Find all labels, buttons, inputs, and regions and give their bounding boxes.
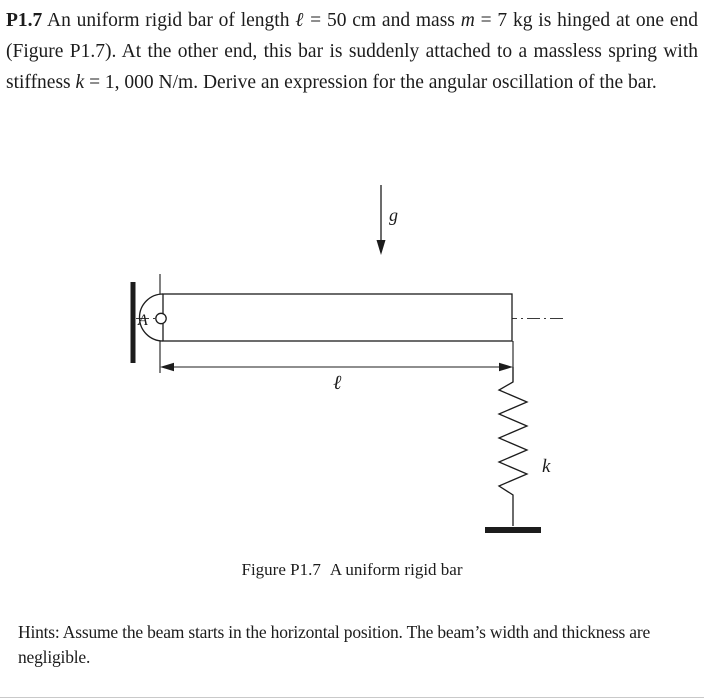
figure-caption (0, 560, 704, 580)
problem-statement: P1.7 An uniform rigid bar of length ℓ = 50 cm and mass m = 7 kg is hinged at one end (Figure P1.7). At the other end, this bar is suddenly attached to a massless spring with stiffness k = 1, 000 N/m. Derive an expression for the angular oscillation of the bar. (6, 10, 699, 93)
dimension-arrow-right (499, 363, 513, 371)
hinge-pin (156, 313, 166, 323)
page-bottom-rule (0, 697, 704, 698)
figure-caption-text: A uniform rigid bar (329, 560, 463, 579)
gravity-arrow (377, 185, 386, 255)
hints-text: Hints: Assume the beam starts in the horizontal position. The beam’s width and thickness are negligible. (18, 622, 651, 667)
gravity-arrowhead (377, 240, 386, 255)
length-dimension (160, 363, 513, 371)
figure-diagram (0, 175, 704, 555)
spring (499, 367, 527, 526)
length-label: ℓ (333, 372, 342, 394)
hinge-label: A (138, 312, 148, 329)
rigid-bar (163, 294, 512, 341)
figure-caption-label: Figure P1.7 (241, 560, 321, 579)
dimension-arrow-left (160, 363, 174, 371)
spring-label: k (542, 456, 551, 477)
gravity-label: g (389, 205, 398, 225)
